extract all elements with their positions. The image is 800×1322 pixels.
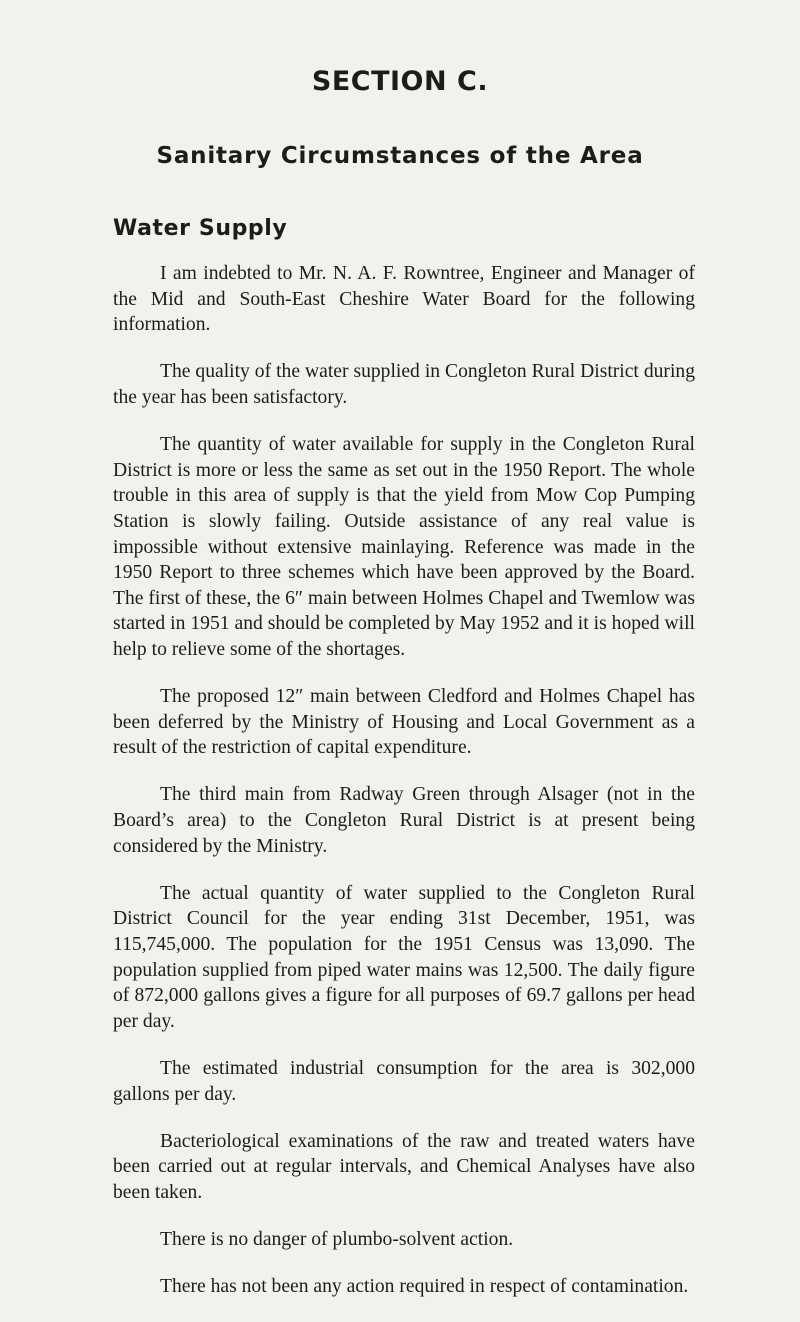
section-title: Sanitary Circumstances of the Area xyxy=(156,143,644,169)
paragraph: The proposed 12″ main between Cledford and Holmes Chapel has been deferred by the Ministry of Housing and Local Government as a result of the restriction of capital expenditure. xyxy=(113,686,695,759)
paragraph: The quantity of water available for supply in the Congleton Rural District is more or less the same as set out in the 1950 Report. The whole trouble in this area of supply is that the yield from Mow Cop Pumping Station is slowly failing. Outside assistance of any real value is impossible without extensive mainlaying. Reference was made in the 1950 Report to three schemes which have been approved by the Board. The first of these, the 6″ main between Holmes Chapel and Twemlow was started in 1951 and should be completed by May 1952 and it is hoped will help to relieve some of the shortages. xyxy=(113,434,695,660)
paragraph: The third main from Radway Green through Alsager (not in the Board’s area) to the Congleton Rural District is at present being considered by the Ministry. xyxy=(113,784,695,857)
section-heading: SECTION C. xyxy=(311,66,489,97)
paragraph: I am indebted to Mr. N. A. F. Rowntree, Engineer and Manager of the Mid and South-East Cheshire Water Board for the following information. xyxy=(113,263,695,336)
body-text xyxy=(113,261,695,1322)
paragraph: The estimated industrial consumption for the area is 302,000 gallons per day. xyxy=(113,1058,695,1105)
paragraph: The quality of the water supplied in Congleton Rural District during the year has been satisfactory. xyxy=(113,361,695,408)
paragraph: Bacteriological examinations of the raw and treated waters have been carried out at regular intervals, and Chemical Analyses have also been taken. xyxy=(113,1130,695,1203)
paragraph: There has not been any action required in respect of contamination. xyxy=(160,1276,689,1298)
subsection-heading: Water Supply xyxy=(113,216,288,241)
paragraph: There is no danger of plumbo-solvent action. xyxy=(160,1229,514,1251)
paragraph: The actual quantity of water supplied to the Congleton Rural District Council for the year ending 31st December, 1951, was 115,745,000. The population for the 1951 Census was 13,090. The population supplied from piped water mains was 12,500. The daily figure of 872,000 gallons gives a figure for all purposes of 69.7 gallons per head per day. xyxy=(113,882,695,1032)
